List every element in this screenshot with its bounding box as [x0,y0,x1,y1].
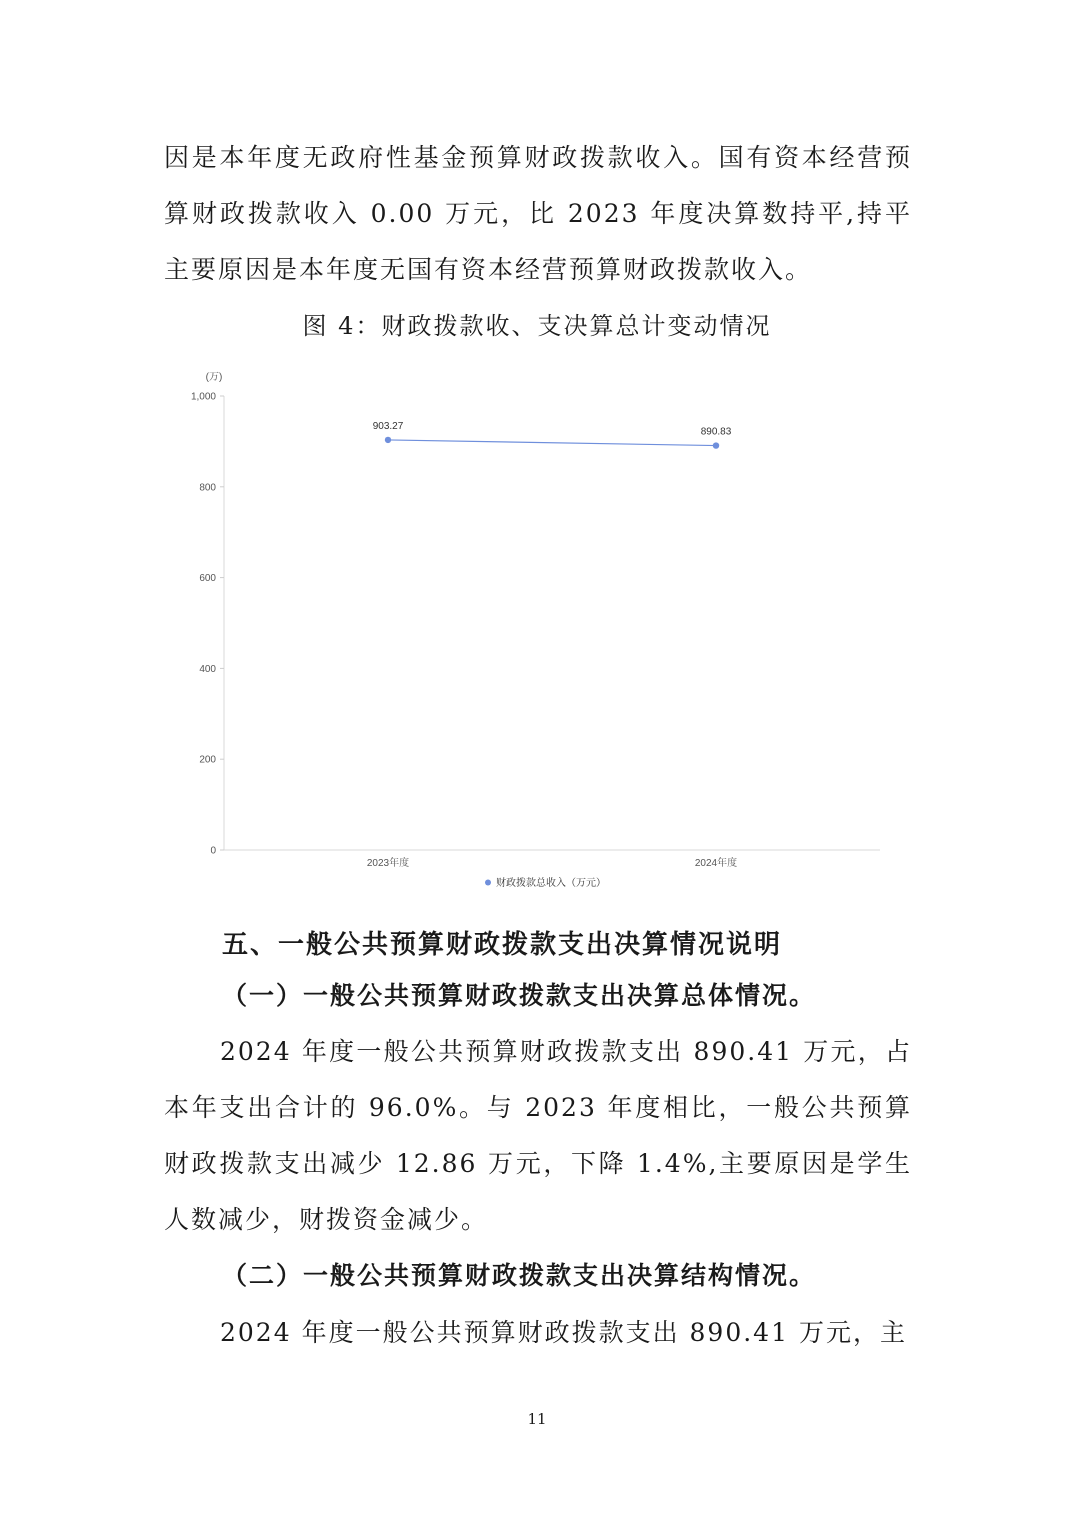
y-tick-label: 1,000 [190,391,216,403]
paragraph-sub2: 2024 年度一般公共预算财政拨款支出 890.41 万元，主 [220,1318,907,1347]
page-number: 11 [527,1410,547,1428]
y-tick-label: 200 [199,754,216,766]
y-unit-label: (万) [205,372,223,383]
sub-heading-1: （一）一般公共预算财政拨款支出决算总体情况。 [222,981,817,1010]
data-label: 903.27 [372,420,404,432]
data-label: 890.83 [700,426,732,438]
data-point [713,442,719,448]
y-tick-label: 400 [199,663,216,675]
line-chart [180,362,900,902]
y-tick-label: 0 [210,845,216,857]
x-tick-label: 2024年度 [694,858,738,869]
paragraph-top: 因是本年度无政府性基金预算财政拨款收入。国有资本经营预算财政拨款收入 0.00 万元，比 2023 年度决算数持平,持平主要原因是本年度无国有资本经营预算财政拨款收入。 [164,143,912,284]
y-tick-label: 600 [199,573,216,585]
chart-svg [180,362,900,902]
series-line [388,440,716,446]
paragraph-sub1: 2024 年度一般公共预算财政拨款支出 890.41 万元，占本年支出合计的 96.0%。与 2023 年度相比，一般公共预算财政拨款支出减少 12.86 万元，下降 1.4%,主要原因是学生人数减少，财拨资金减少。 [164,1037,912,1234]
section-heading: 五、一般公共预算财政拨款支出决算情况说明 [222,930,783,960]
data-point [385,437,391,443]
legend-marker [485,880,491,886]
x-tick-label: 2023年度 [366,858,410,869]
figure-caption: 图 4：财政拨款收、支决算总计变动情况 [302,312,772,340]
legend-label: 财政拨款总收入（万元） [496,878,606,889]
sub-heading-2: （二）一般公共预算财政拨款支出决算结构情况。 [222,1261,817,1290]
y-tick-label: 800 [199,482,216,494]
